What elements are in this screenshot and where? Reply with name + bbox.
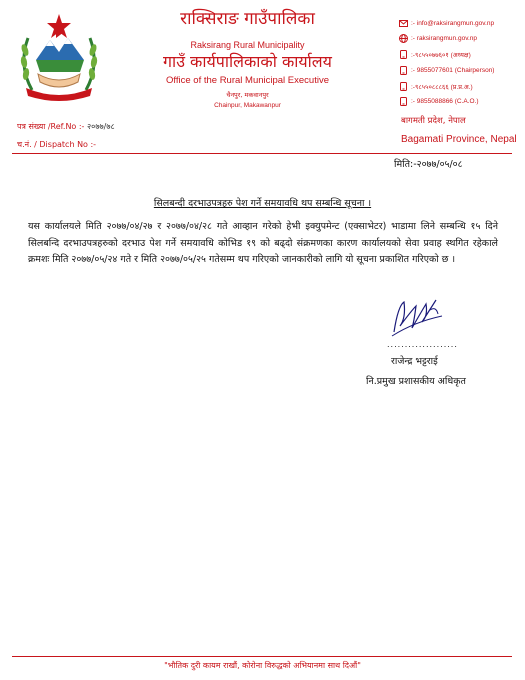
letter-date: मिति:-२०७७/०५/०८	[394, 159, 463, 170]
header-divider	[12, 153, 512, 154]
executive-name-english: Office of the Rural Municipal Executive	[166, 75, 329, 86]
globe-icon	[399, 34, 408, 43]
contact-phone-chair-np[interactable]: :-९८५५०७७६०१ (अध्यक्ष)	[399, 48, 521, 62]
email-icon	[399, 19, 408, 28]
office-name-english: Raksirang Rural Municipality	[190, 40, 305, 50]
phone-icon	[399, 97, 408, 106]
province-nepali: बागमती प्रदेश, नेपाल	[401, 116, 466, 126]
address-english: Chainpur, Makawanpur	[214, 102, 281, 109]
contact-website[interactable]: :- raksirangmun.gov.np	[399, 32, 521, 46]
office-name-nepali: राक्सिराङ गाउँपालिका	[180, 9, 315, 29]
handwritten-signature	[386, 292, 446, 340]
dispatch-label: च.नं. / Dispatch No :-	[17, 140, 97, 149]
subject-text: सिलबन्दी दरभाउपत्रहरु पेश गर्ने समयावधि थप सम्बन्धि सूचना ।	[153, 198, 372, 209]
contact-email[interactable]: :- info@raksirangmun.gov.np	[399, 16, 521, 30]
contact-phone-cao-en[interactable]: :- 9855088866 (C.A.O.)	[399, 95, 521, 109]
signatory-title: नि.प्रमुख प्रशासकीय अधिकृत	[366, 376, 466, 387]
notice-body: यस कार्यालयले मिति २०७७/०४/२७ र २०७७/०४/२८ गते आव्हान गरेको हेभी इक्युपमेन्ट (एक्साभेटर) भाडामा लिने सम्बन्धि १५ दिने सिलबन्दि दरभाउपत्रहरुको दरभाउ पेश गर्ने समयावधि कोभिड १९ को बढ्दो संक्रमणका कारण कार्यालयको सेवा प्रवाह स्थगित रहेकाले क्रमशः मिति २०७७/०५/२४ गते र मिति २०७७/०५/२५ गतेसम्म थप गरिएको जानकारीको लागि यो सूचना प्रकाशित गरिएको छ ।	[28, 221, 498, 265]
subject-line	[0, 191, 525, 210]
reference-number	[17, 121, 115, 132]
letterhead-title	[120, 8, 375, 110]
municipality-emblem	[12, 10, 106, 104]
address-nepali: चैनपुर, मकवानपुर	[226, 91, 269, 99]
footer-slogan: "भौतिक दुरी कायम राखौं, कोरोना विरुद्धको अभियानमा साथ दिऔं"	[164, 661, 361, 670]
contact-phone-cao-np[interactable]: :-९८५५०८८८६६ (प्र.प्र.अ.)	[399, 79, 521, 93]
contact-phone-chair-en[interactable]: :- 9855077601 (Chairperson)	[399, 63, 521, 77]
phone-icon	[399, 66, 408, 75]
contact-list	[399, 16, 521, 111]
executive-name-nepali: गाउँ कार्यपालिकाको कार्यालय	[163, 52, 332, 71]
signature-dots: ....................	[387, 340, 458, 349]
province-english: Bagamati Province, Nepal	[401, 134, 517, 145]
footer-divider	[12, 656, 512, 657]
phone-icon	[399, 50, 408, 59]
ref-value: २०७७/७८	[87, 122, 115, 131]
ref-label: पत्र संख्या /Ref.No :-	[17, 122, 85, 131]
signatory-name: राजेन्द्र भट्टराई	[391, 356, 438, 367]
phone-icon	[399, 82, 408, 91]
dispatch-number	[17, 139, 96, 150]
